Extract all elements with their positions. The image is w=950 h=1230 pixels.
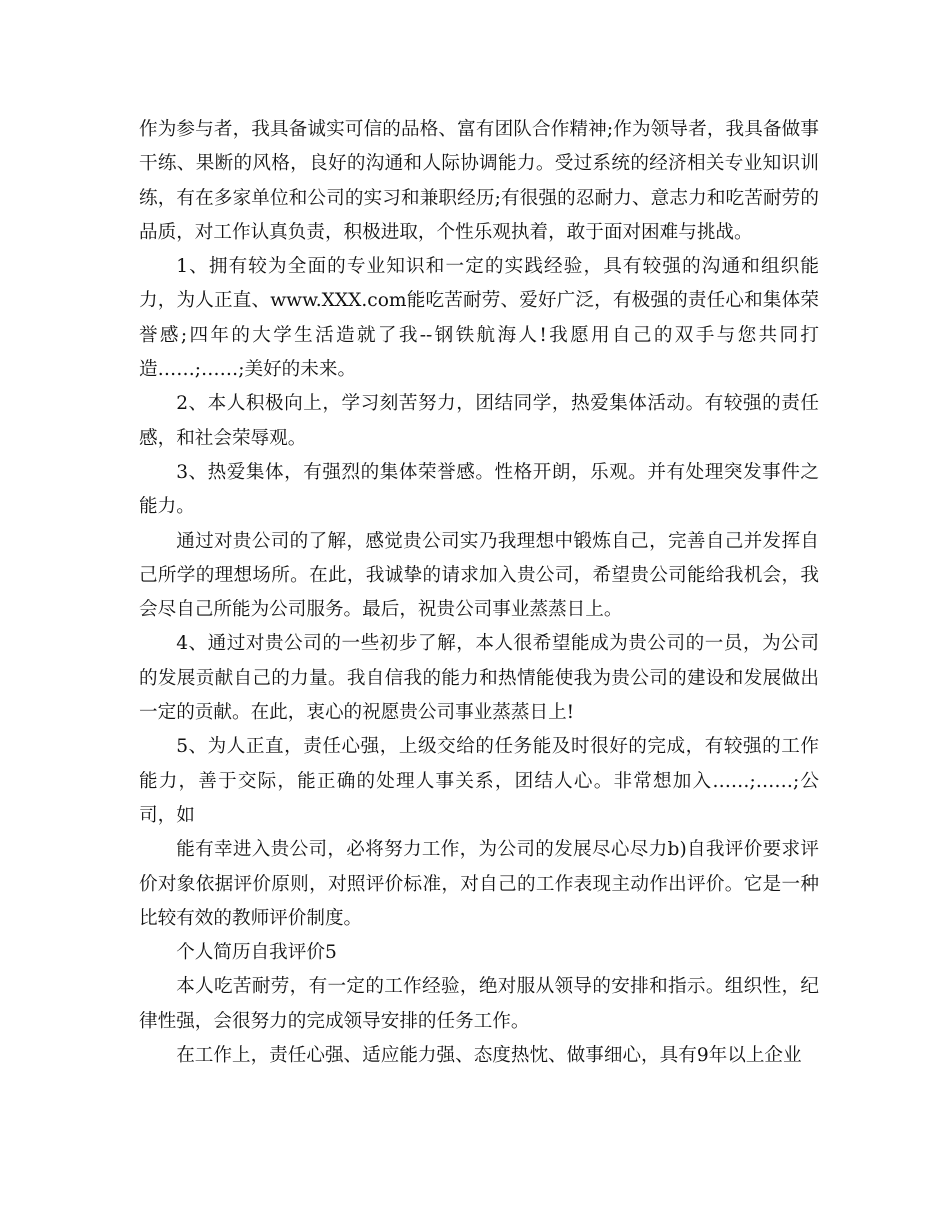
paragraph-item-3: 3、热爱集体，有强烈的集体荣誉感。性格开朗，乐观。并有处理突发事件之能力。 xyxy=(139,461,819,518)
document-body xyxy=(139,113,819,1073)
paragraph-item-1: 1、拥有较为全面的专业知识和一定的实践经验，具有较强的沟通和组织能力，为人正直、www.XXX.com能吃苦耐劳、爱好广泛，有极强的责任心和集体荣誉感;四年的大学生活造就了我--钢铁航海人!我愿用自己的双手与您共同打造……;……;美好的未来。 xyxy=(139,256,819,381)
section-heading: 个人简历自我评价5 xyxy=(176,942,337,964)
paragraph-item-5: 5、为人正直，责任心强，上级交给的任务能及时很好的完成，有较强的工作能力，善于交际，能正确的处理人事关系，团结人心。非常想加入……;……;公司，如 xyxy=(139,736,819,826)
paragraph-work-attitude: 在工作上，责任心强、适应能力强、态度热忱、做事细心，具有9年以上企业 xyxy=(176,1045,802,1067)
paragraph-company: 通过对贵公司的了解，感觉贵公司实乃我理想中锻炼自己，完善自己并发挥自己所学的理想场所。在此，我诚挚的请求加入贵公司，希望贵公司能给我机会，我会尽自己所能为公司服务。最后，祝贵公司事业蒸蒸日上。 xyxy=(139,530,819,621)
paragraph-self-evaluation: 能有幸进入贵公司，必将努力工作，为公司的发展尽心尽力b)自我评价要求评价对象依据评价原则，对照评价标准，对自己的工作表现主动作出评价。它是一种比较有效的教师评价制度。 xyxy=(139,839,819,929)
paragraph-item-4: 4、通过对贵公司的一些初步了解，本人很希望能成为贵公司的一员，为公司的发展贡献自己的力量。我自信我的能力和热情能使我为贵公司的建设和发展做出一定的贡献。在此，衷心的祝愿贵公司事业蒸蒸日上! xyxy=(139,633,819,724)
paragraph-hardworking: 本人吃苦耐劳，有一定的工作经验，绝对服从领导的安排和指示。组织性，纪律性强，会很努力的完成领导安排的任务工作。 xyxy=(139,976,819,1032)
paragraph-item-2: 2、本人积极向上，学习刻苦努力，团结同学，热爱集体活动。有较强的责任感，和社会荣辱观。 xyxy=(139,393,819,449)
paragraph-intro: 作为参与者，我具备诚实可信的品格、富有团队合作精神;作为领导者，我具备做事干练、果断的风格，良好的沟通和人际协调能力。受过系统的经济相关专业知识训练，有在多家单位和公司的实习和兼职经历;有很强的忍耐力、意志力和吃苦耐劳的品质，对工作认真负责，积极进取，个性乐观执着，敢于面对困难与挑战。 xyxy=(139,119,819,243)
